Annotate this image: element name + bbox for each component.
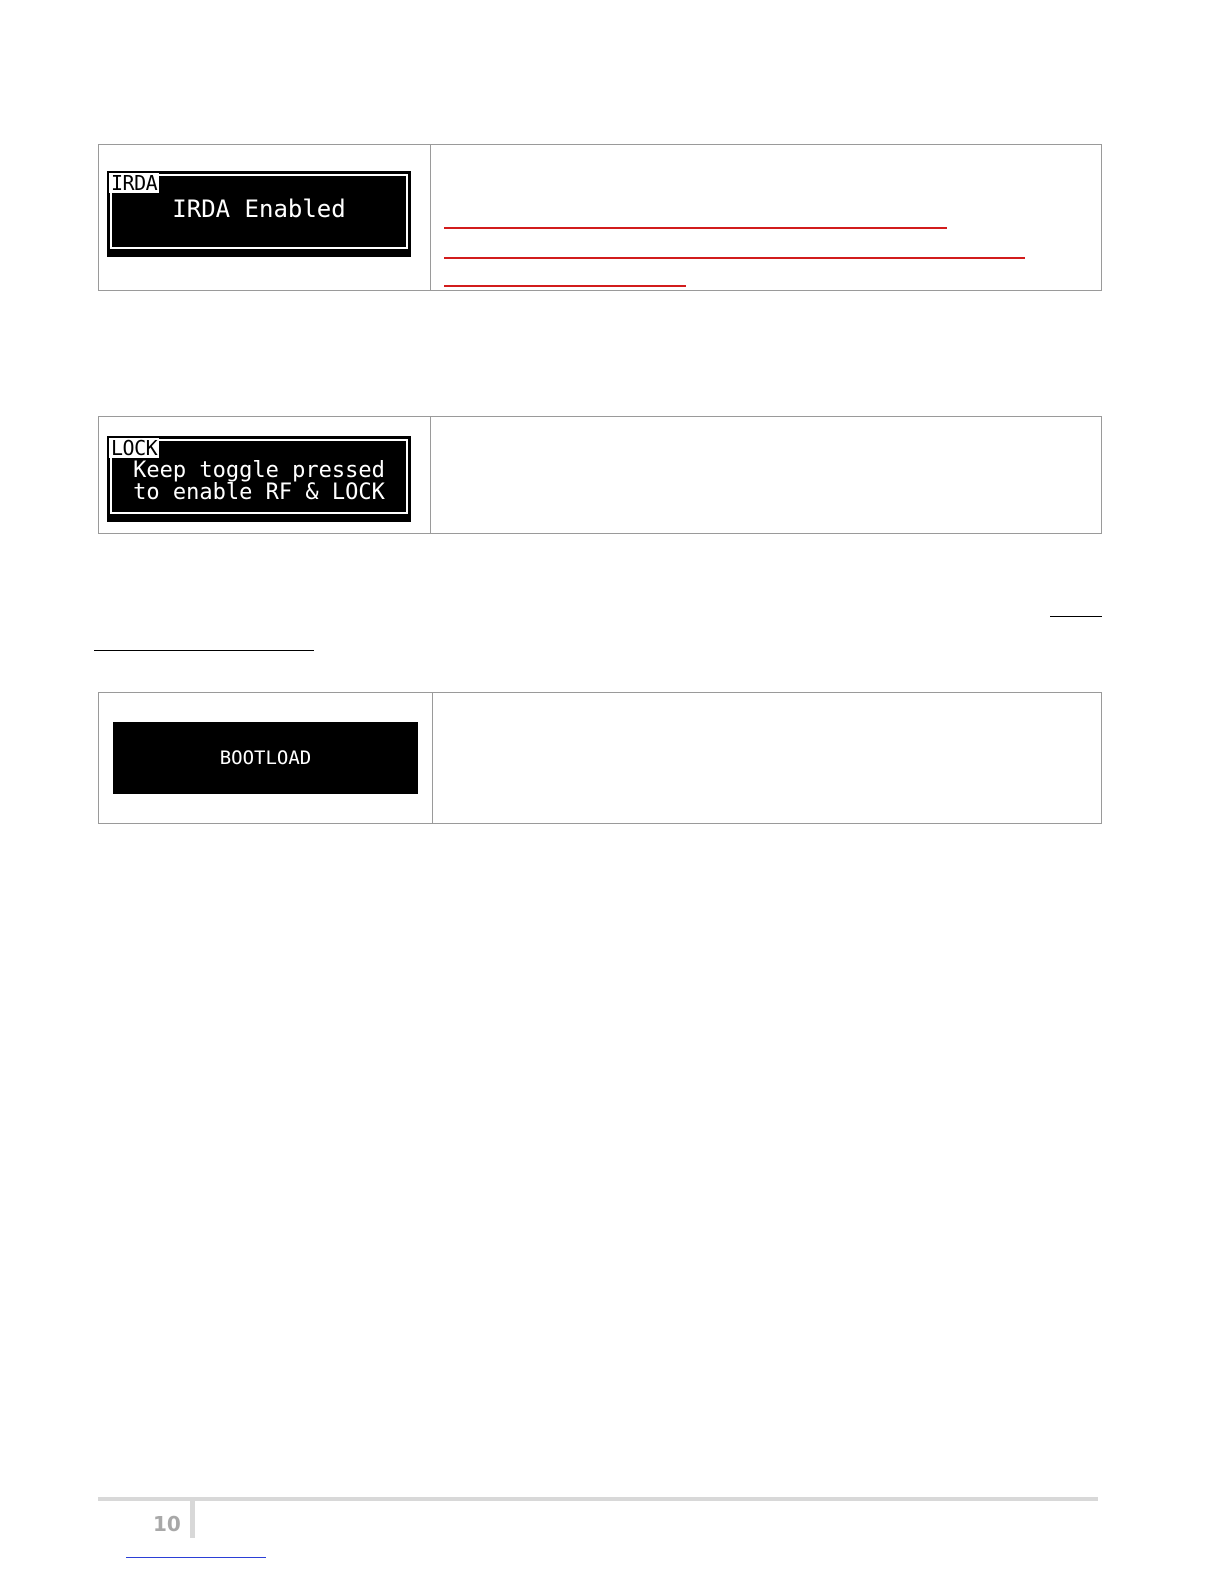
text-underline [94,650,314,651]
bootload-lcd-screen [113,722,418,794]
footer-separator [190,1500,195,1538]
lcd-tag: LOCK [111,436,158,460]
bootload-table [98,692,1102,824]
lcd-text-line: to enable RF & LOCK [133,480,385,505]
page-number: 10 [153,1512,181,1536]
link-underline [126,1557,266,1558]
lock-table [98,416,1102,534]
lcd-text-line: IRDA Enabled [172,195,346,223]
irda-lcd-screen [107,171,411,257]
lcd-tag: IRDA [111,171,158,195]
column-divider [432,693,433,823]
revision-underline [444,285,686,287]
text-underline [1050,616,1102,617]
column-divider [430,145,431,290]
footer-rule [98,1497,1098,1501]
lcd-text-line: Keep toggle pressed [133,458,385,483]
irda-table [98,144,1102,291]
revision-underline [444,257,1025,259]
lcd-text-line: BOOTLOAD [219,747,312,769]
lock-lcd-screen [107,436,411,522]
revision-underline [444,227,947,229]
column-divider [430,417,431,533]
